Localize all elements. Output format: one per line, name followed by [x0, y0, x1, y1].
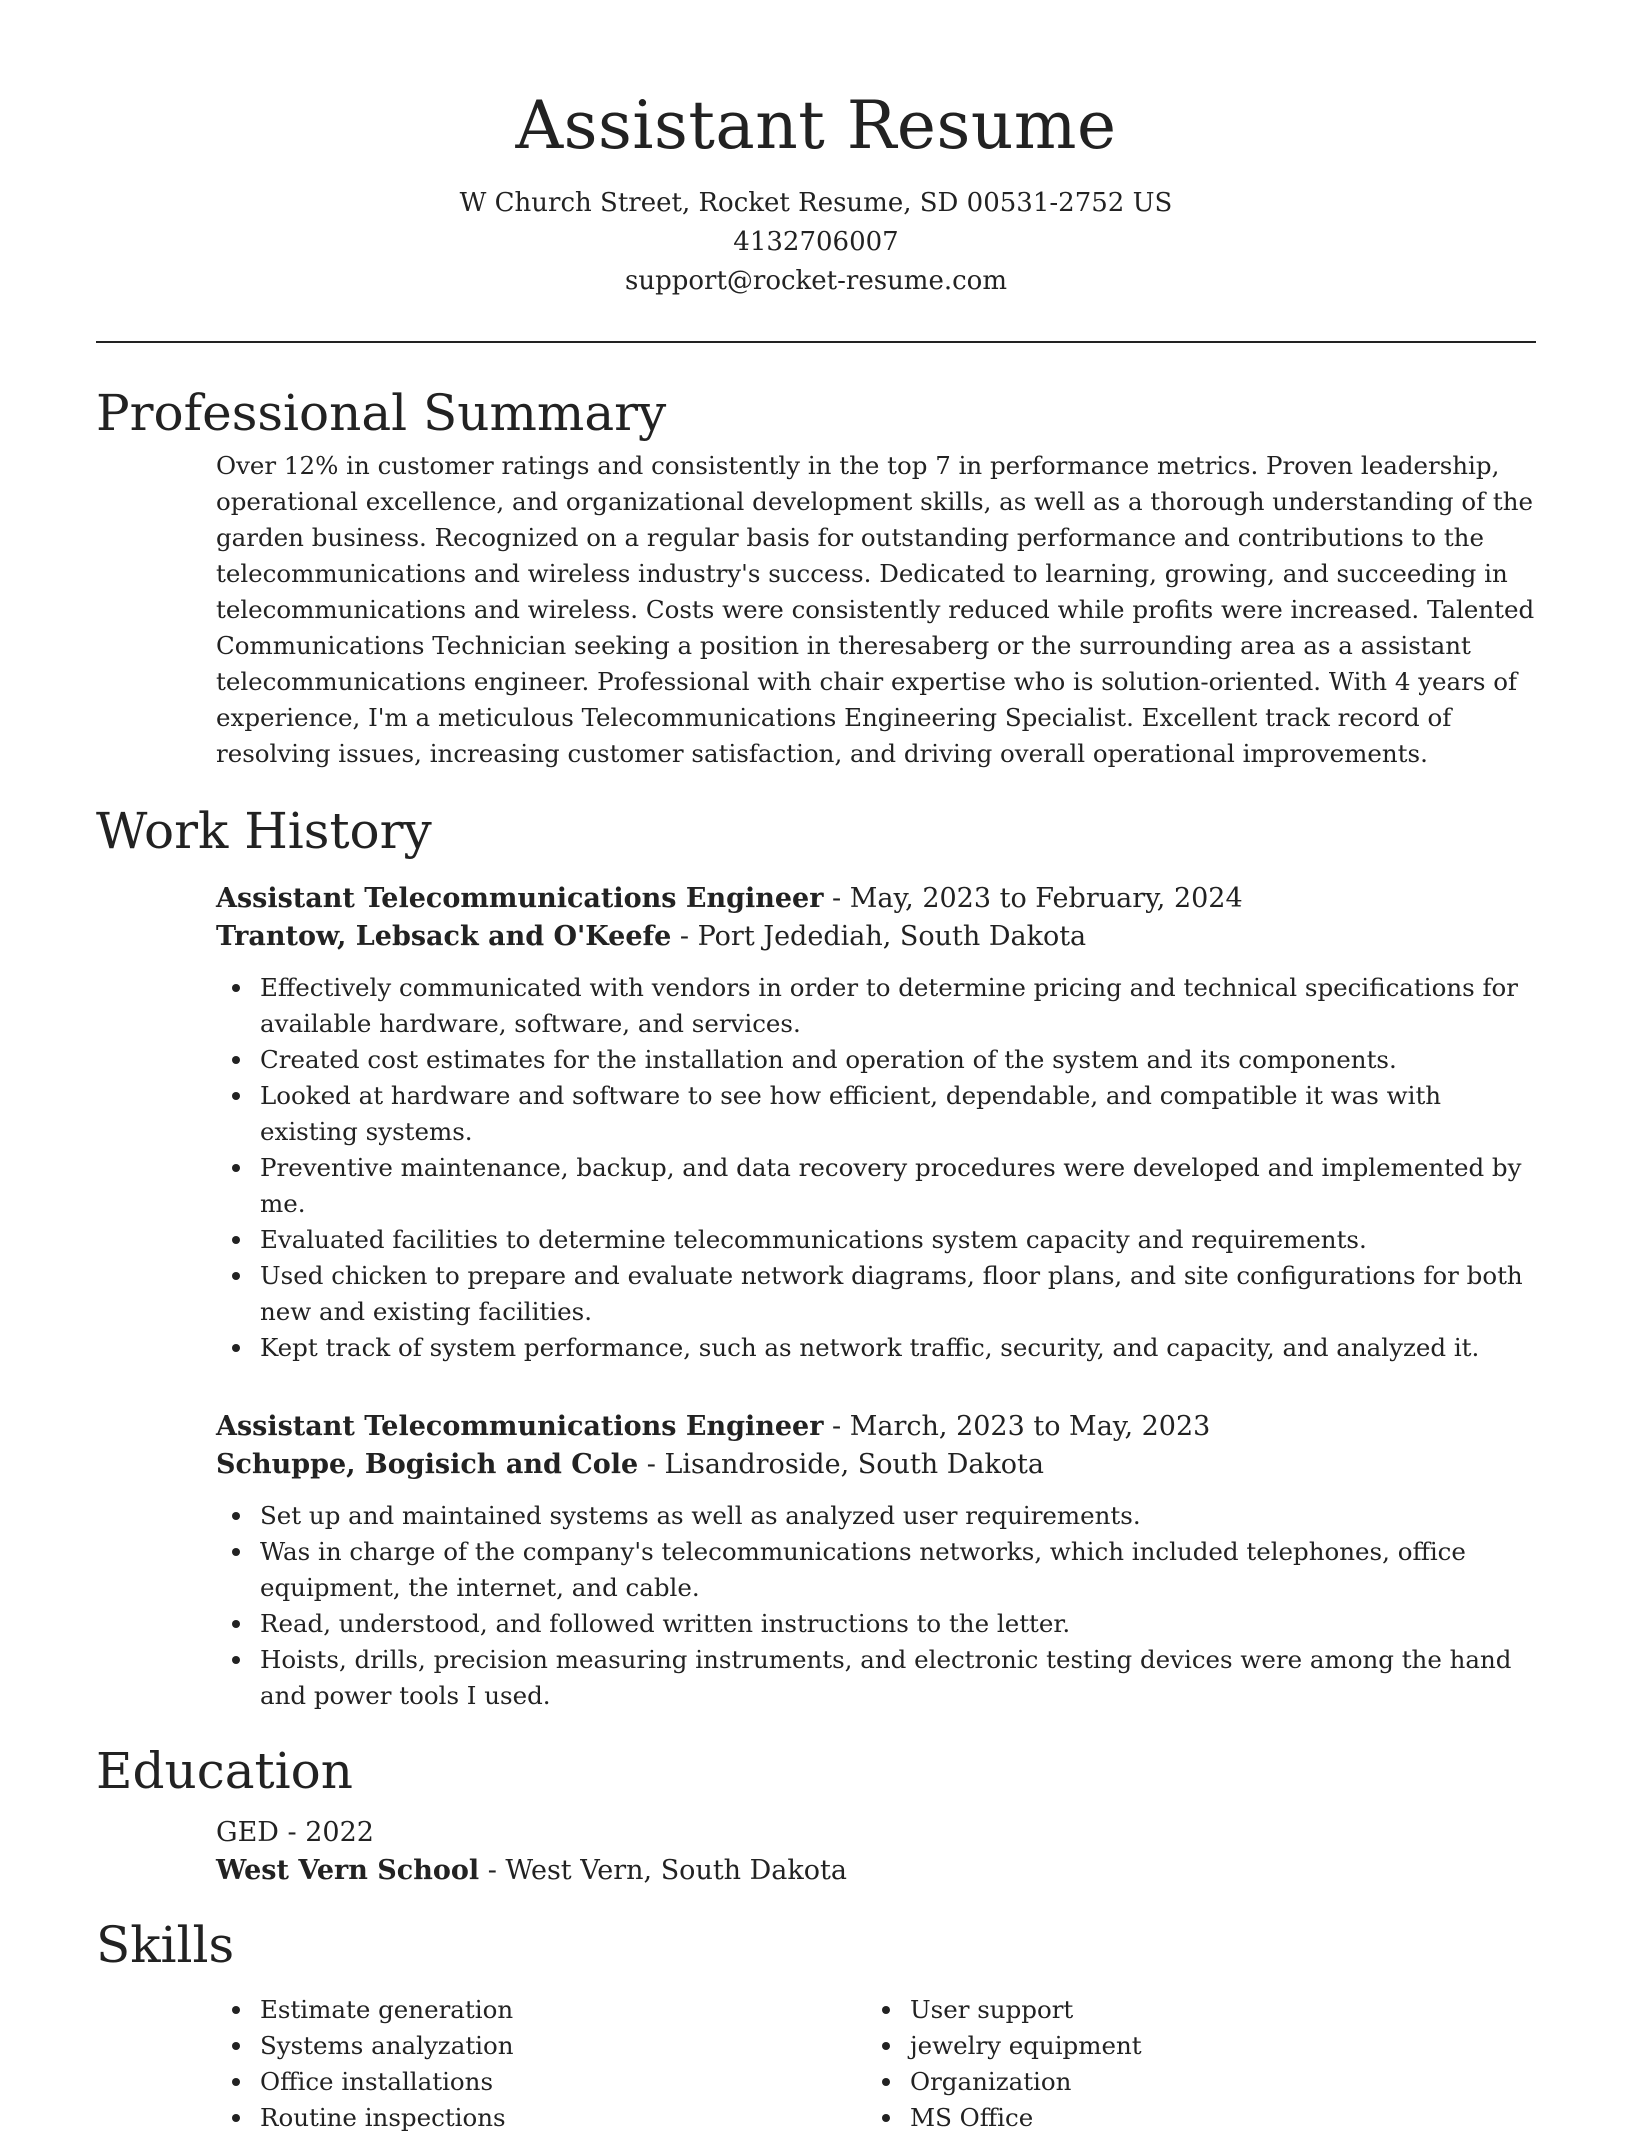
skill-item: User support [910, 1992, 1516, 2028]
work-history-section [96, 798, 1536, 1714]
job-entry [216, 880, 1536, 1366]
job-title: Assistant Telecommunications Engineer [216, 883, 824, 914]
skill-item: Routine inspections [260, 2100, 866, 2136]
list-item: Read, understood, and followed written instructions to the letter. [260, 1606, 1536, 1642]
resume-header [96, 84, 1536, 301]
list-item: Looked at hardware and software to see how efficient, dependable, and compatible it was with existing systems. [260, 1078, 1536, 1150]
job-location: - Lisandroside, South Dakota [638, 1449, 1045, 1480]
job-location: - Port Jedediah, South Dakota [671, 921, 1087, 952]
job-dates: - May, 2023 to February, 2024 [823, 883, 1243, 914]
job-bullet-list [216, 1498, 1536, 1714]
skills-columns [216, 1992, 1536, 2136]
education-degree: GED [216, 1817, 279, 1848]
education-section [96, 1738, 1536, 1890]
skills-column-right [866, 1992, 1516, 2136]
skill-item: MS Office [910, 2100, 1516, 2136]
skill-item: Systems analyzation [260, 2028, 866, 2064]
summary-heading: Professional Summary [96, 384, 667, 442]
list-item: Set up and maintained systems as well as analyzed user requirements. [260, 1498, 1536, 1534]
skills-section [96, 1912, 1536, 2136]
skills-heading: Skills [96, 1916, 235, 1974]
list-item: Created cost estimates for the installation and operation of the system and its components. [260, 1042, 1536, 1078]
summary-section [96, 380, 1536, 772]
resume-content [96, 380, 1536, 2136]
job-entry [216, 1408, 1536, 1714]
education-year: - 2022 [278, 1817, 374, 1848]
job-employer: Schuppe, Bogisich and Cole [216, 1449, 639, 1480]
header-divider [96, 341, 1536, 343]
education-entry [216, 1814, 1536, 1890]
job-employer: Trantow, Lebsack and O'Keefe [216, 921, 672, 952]
work-history-heading: Work History [96, 802, 432, 860]
skills-column-left [216, 1992, 866, 2136]
skill-item: Organization [910, 2064, 1516, 2100]
skill-item: Office installations [260, 2064, 866, 2100]
list-item: Kept track of system performance, such as network traffic, security, and capacity, and analyzed it. [260, 1330, 1536, 1366]
list-item: Evaluated facilities to determine telecommunications system capacity and requirements. [260, 1222, 1536, 1258]
contact-block [96, 184, 1536, 301]
job-title: Assistant Telecommunications Engineer [216, 1411, 824, 1442]
job-title-line [216, 880, 1536, 918]
list-item: Hoists, drills, precision measuring instruments, and electronic testing devices were among the hand and power tools I used. [260, 1642, 1536, 1714]
list-item: Used chicken to prepare and evaluate network diagrams, floor plans, and site configurations for both new and existing facilities. [260, 1258, 1536, 1330]
education-school: West Vern School [216, 1855, 480, 1886]
contact-address: W Church Street, Rocket Resume, SD 00531-2752 US [459, 188, 1173, 218]
job-employer-line [216, 918, 1536, 956]
resume-name: Assistant Resume [515, 87, 1117, 164]
education-location: - West Vern, South Dakota [479, 1855, 847, 1886]
skills-list-right [866, 1992, 1516, 2136]
job-bullet-list [216, 970, 1536, 1366]
skill-item: Estimate generation [260, 1992, 866, 2028]
job-employer-line [216, 1446, 1536, 1484]
job-dates: - March, 2023 to May, 2023 [823, 1411, 1211, 1442]
education-school-line [216, 1852, 1536, 1890]
summary-text: Over 12% in customer ratings and consistently in the top 7 in performance metrics. Proven leadership, operational excellence, and organizational development skills, as well as a thorough understanding of the garden business. Recognized on a regular basis for outstanding performance and contributions to the telecommunications and wireless industry's success. Dedicated to learning, growing, and succeeding in telecommunications and wireless. Costs were consistently reduced while profits were increased. Talented Communications Technician seeking a position in theresaberg or the surrounding area as a assistant telecommunications engineer. Professional with chair expertise who is solution-oriented. With 4 years of experience, I'm a meticulous Telecommunications Engineering Specialist. Excellent track record of resolving issues, increasing customer satisfaction, and driving overall operational improvements. [216, 451, 1535, 768]
skills-list-left [216, 1992, 866, 2136]
contact-email: support@rocket-resume.com [624, 266, 1007, 296]
job-title-line [216, 1408, 1536, 1446]
contact-phone: 4132706007 [733, 227, 899, 257]
education-degree-line [216, 1814, 1536, 1852]
list-item: Preventive maintenance, backup, and data recovery procedures were developed and implemented by me. [260, 1150, 1536, 1222]
list-item: Effectively communicated with vendors in order to determine pricing and technical specifications for available hardware, software, and services. [260, 970, 1536, 1042]
education-heading: Education [96, 1742, 353, 1800]
list-item: Was in charge of the company's telecommunications networks, which included telephones, office equipment, the internet, and cable. [260, 1534, 1536, 1606]
skill-item: jewelry equipment [910, 2028, 1516, 2064]
